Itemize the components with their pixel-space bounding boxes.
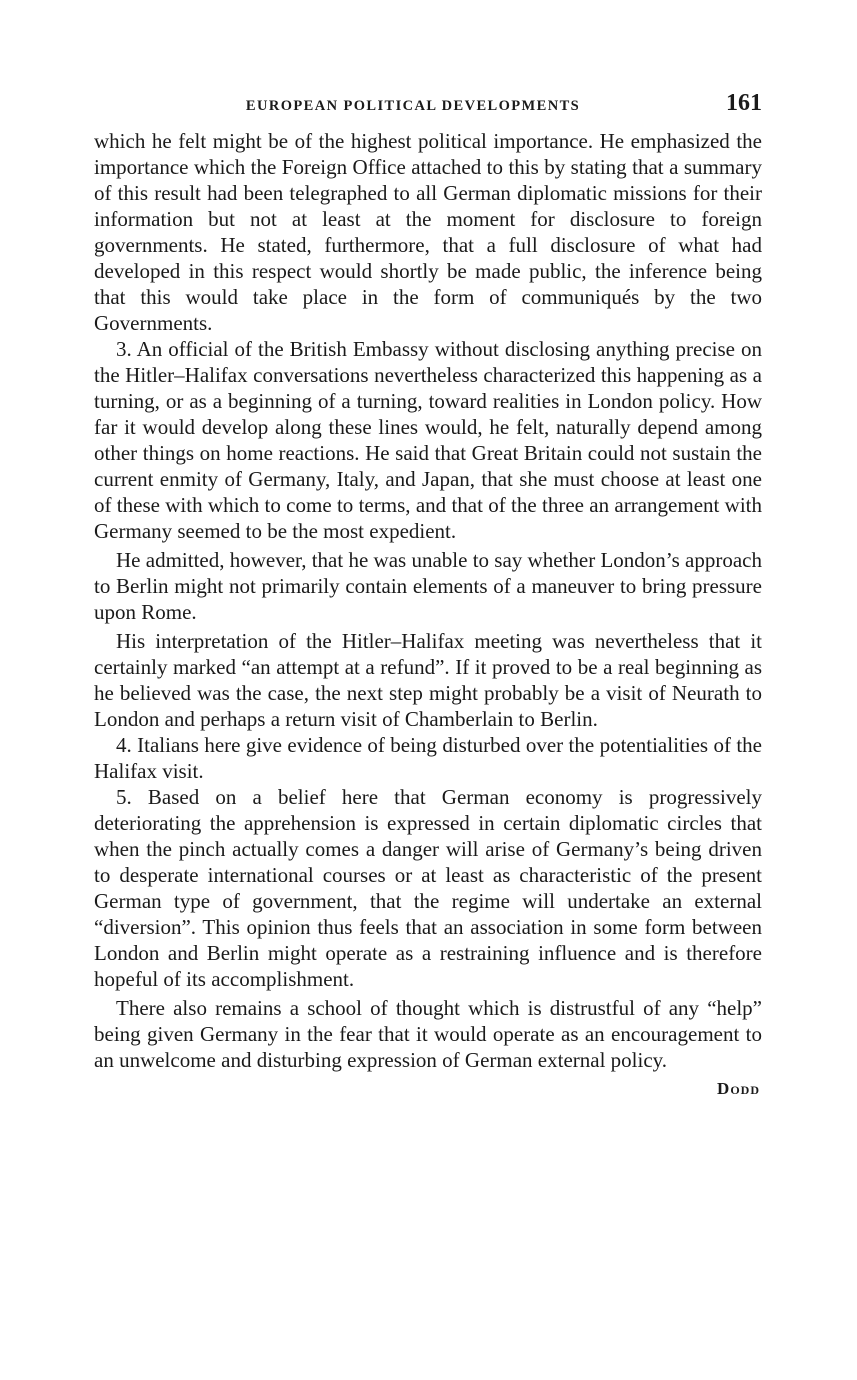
- paragraph: He admitted, however, that he was unable to say whether London’s approach to Berlin might not primarily contain elements of a maneuver to bring pressure upon Rome.: [94, 548, 762, 624]
- body-text: [94, 128, 762, 1073]
- signature: [94, 1079, 762, 1099]
- paragraph: 4. Italians here give evidence of being disturbed over the potentialities of the Halifax visit.: [94, 733, 762, 783]
- running-header: [94, 88, 762, 128]
- paragraph: which he felt might be of the highest political importance. He emphasized the importance which the Foreign Office attached to this by stating that a summary of this result had been telegraphed to all German diplomatic missions for their information but not at least at the moment for disclosure to foreign governments. He stated, furthermore, that a full disclosure of what had developed in this respect would shortly be made public, the inference being that this would take place in the form of communiqués by the two Governments.: [94, 129, 762, 335]
- document-page: [94, 88, 762, 1099]
- signature-name: Dodd: [717, 1079, 760, 1098]
- page-number: 161: [726, 90, 762, 116]
- paragraph: His interpretation of the Hitler–Halifax meeting was nevertheless that it certainly marked “an attempt at a refund”. If it proved to be a real beginning as he believed was the case, the next step might probably be a visit of Neurath to London and perhaps a return visit of Chamberlain to Berlin.: [94, 629, 762, 731]
- paragraph: 5. Based on a belief here that German economy is progressively deteriorating the apprehension is expressed in certain diplomatic circles that when the pinch actually comes a danger will arise of Germany’s being driven to desperate international courses or at least as characteristic of the present German type of government, that the regime will undertake an external “diversion”. This opinion thus feels that an association in some form between London and Berlin might operate as a restraining influence and is therefore hopeful of its accomplishment.: [94, 785, 762, 991]
- paragraph: 3. An official of the British Embassy without disclosing anything precise on the Hitler–Halifax conversations nevertheless characterized this happening as a turning, or as a beginning of a turning, toward realities in London policy. How far it would develop along these lines would, he felt, naturally depend among other things on home reactions. He said that Great Britain could not sustain the current enmity of Germany, Italy, and Japan, that she must choose at least one of these with which to come to terms, and that of the three an arrangement with Germany seemed to be the most expedient.: [94, 337, 762, 543]
- paragraph: There also remains a school of thought which is distrustful of any “help” being given Germany in the fear that it would operate as an encouragement to an unwelcome and disturbing expression of German external policy.: [94, 996, 762, 1072]
- running-title: EUROPEAN POLITICAL DEVELOPMENTS: [245, 98, 581, 114]
